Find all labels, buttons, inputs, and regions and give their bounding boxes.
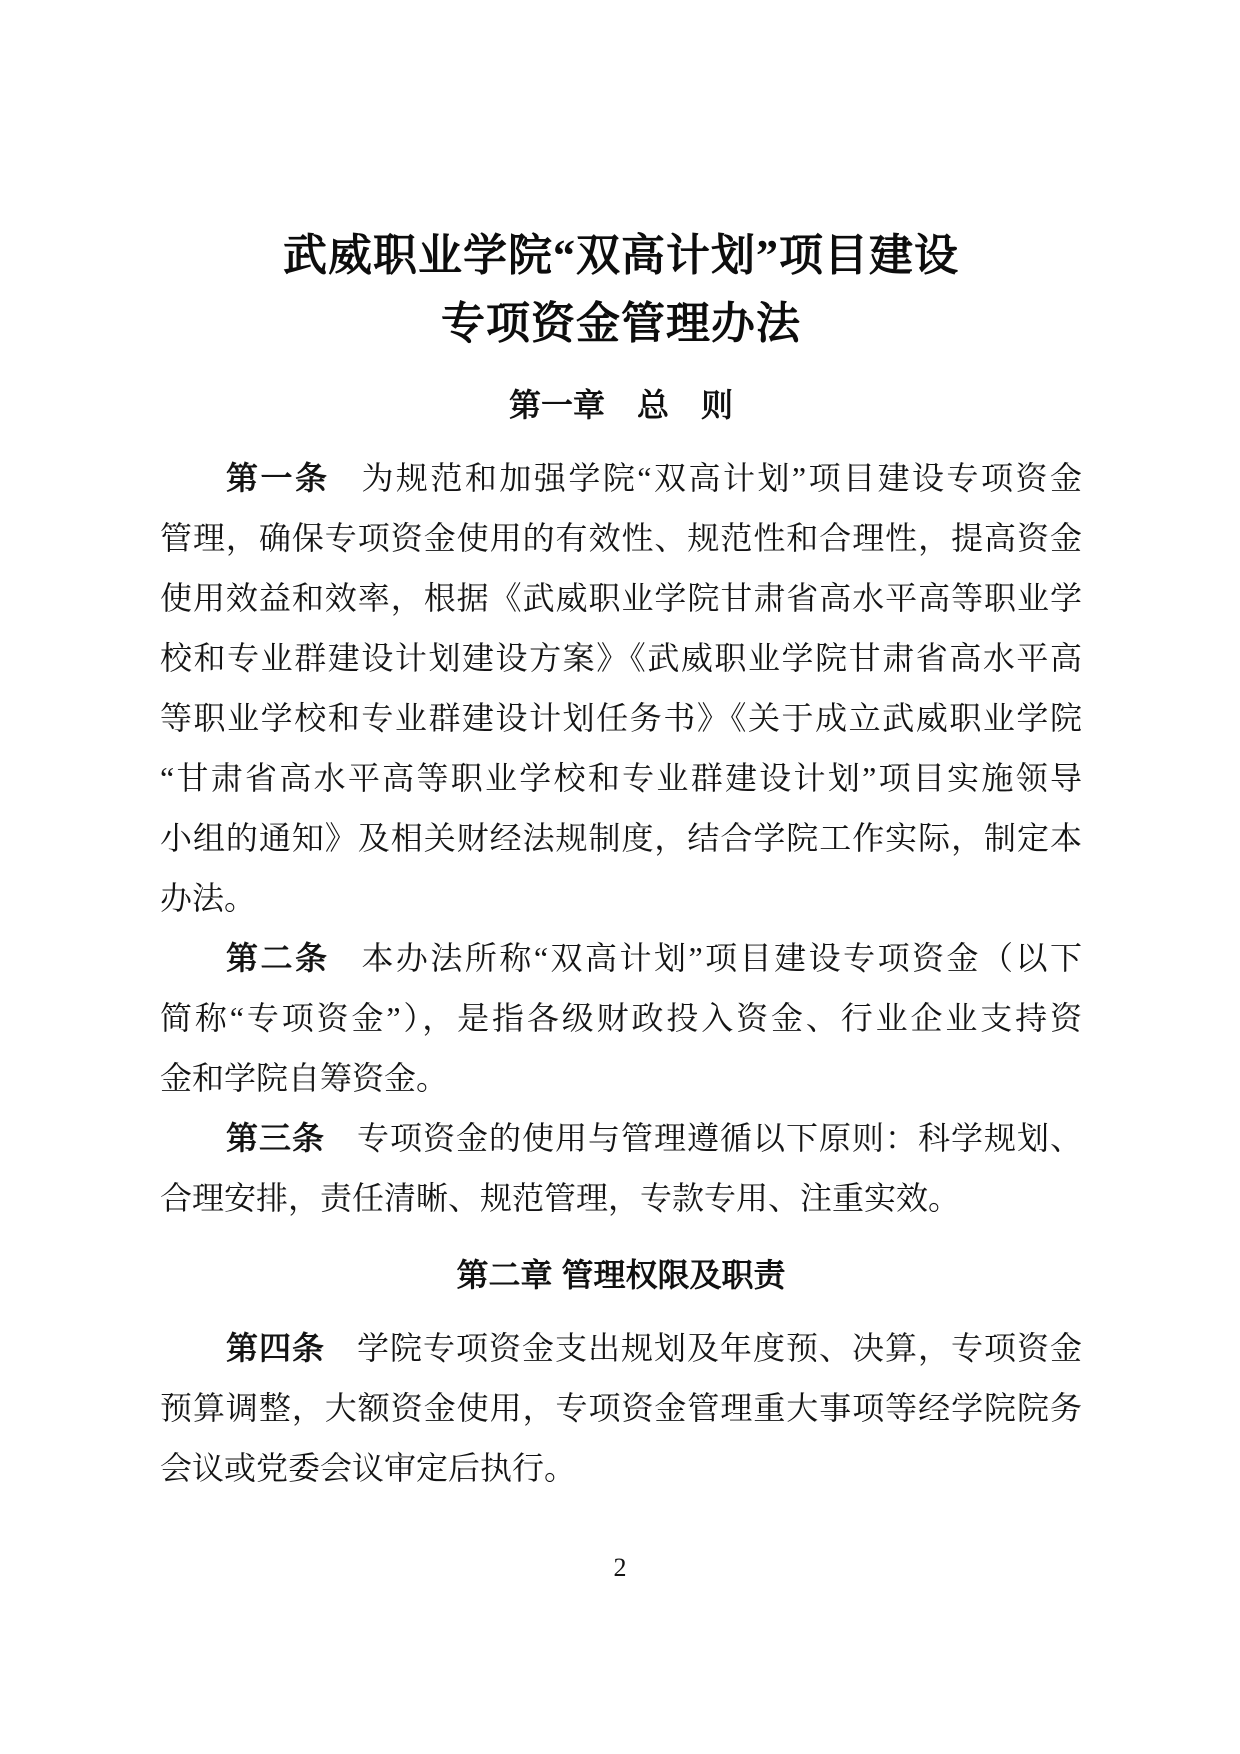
body-line: [160, 808, 1082, 868]
document-title: [160, 222, 1082, 358]
line-text: 会议或党委会议审定后执行。: [160, 1450, 577, 1486]
article-number: 第一条: [226, 460, 330, 496]
line-text: 专项资金的使用与管理遵循以下原则：科学规划、: [357, 1120, 1082, 1156]
line-text: 金和学院自筹资金。: [160, 1060, 449, 1096]
line-text: 校和专业群建设计划建设方案》《武威职业学院甘肃省高水平高: [160, 640, 1082, 676]
line-text: 管理，确保专项资金使用的有效性、规范性和合理性，提高资金: [160, 520, 1082, 556]
document-body: [160, 374, 1082, 1498]
body-line: [160, 1318, 1082, 1378]
document-content: [160, 222, 1082, 1498]
chapter-heading: 第一章 总 则: [508, 387, 733, 423]
line-text: 小组的通知》及相关财经法规制度，结合学院工作实际，制定本: [160, 820, 1082, 856]
body-line: [160, 1438, 1082, 1498]
document-title-line1: 武威职业学院“双高计划”项目建设: [283, 231, 959, 280]
body-line: [160, 448, 1082, 508]
line-text: 使用效益和效率，根据《武威职业学院甘肃省高水平高等职业学: [160, 580, 1082, 616]
body-line: [160, 568, 1082, 628]
body-line: [160, 688, 1082, 748]
body-line: [160, 988, 1082, 1048]
body-line: [160, 628, 1082, 688]
body-line: [160, 1378, 1082, 1438]
body-line: [160, 1108, 1082, 1168]
body-line: [160, 928, 1082, 988]
article-number: 第四条: [226, 1330, 325, 1366]
document-title-line2: 专项资金管理办法: [441, 299, 801, 348]
body-line: [160, 508, 1082, 568]
article-number: 第二条: [226, 940, 330, 976]
line-text: 办法。: [160, 880, 257, 916]
body-line: [160, 868, 1082, 928]
line-text: 学院专项资金支出规划及年度预、决算，专项资金: [357, 1330, 1082, 1366]
line-text: 简称“专项资金”），是指各级财政投入资金、行业企业支持资: [160, 1000, 1082, 1036]
article-number: 第三条: [226, 1120, 325, 1156]
chapter-heading: 第二章 管理权限及职责: [456, 1257, 786, 1293]
line-text: 为规范和加强学院“双高计划”项目建设专项资金: [361, 460, 1082, 496]
body-line: [160, 748, 1082, 808]
body-line: [160, 1048, 1082, 1108]
line-text: 等职业学校和专业群建设计划任务书》《关于成立武威职业学院: [160, 700, 1082, 736]
line-text: 预算调整，大额资金使用，专项资金管理重大事项等经学院院务: [160, 1390, 1082, 1426]
line-text: 合理安排，责任清晰、规范管理，专款专用、注重实效。: [160, 1180, 961, 1216]
page-number: 2: [613, 1553, 627, 1582]
line-text: “甘肃省高水平高等职业学校和专业群建设计划”项目实施领导: [160, 760, 1082, 796]
line-text: 本办法所称“双高计划”项目建设专项资金（以下: [361, 940, 1082, 976]
body-line: [160, 1168, 1082, 1228]
